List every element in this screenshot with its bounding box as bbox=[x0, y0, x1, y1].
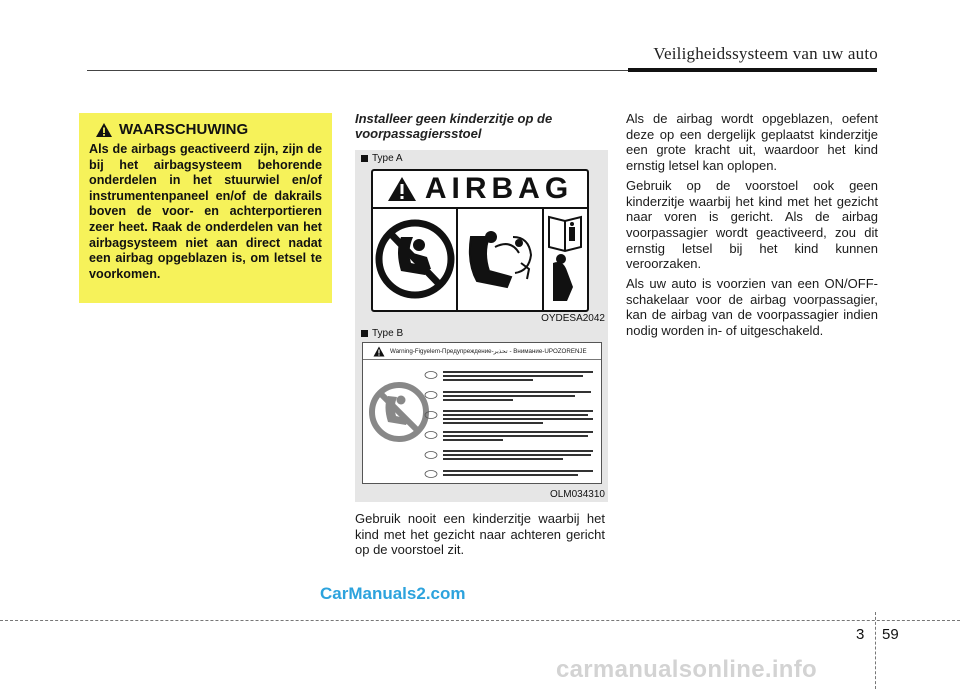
no-child-seat-icon bbox=[372, 385, 426, 439]
watermark-carmanuals2[interactable]: CarManuals2.com bbox=[320, 584, 466, 603]
airbag-deploy-icon bbox=[470, 231, 531, 287]
warning-triangle-icon bbox=[95, 122, 113, 138]
footer-divider bbox=[875, 612, 876, 689]
figure-a-code: OYDESA2042 bbox=[541, 313, 605, 324]
warning-box bbox=[79, 113, 332, 303]
bullet-square-icon bbox=[361, 155, 368, 162]
middle-paragraph: Gebruik nooit een kinderzitje waarbij het kind met het gezicht naar achteren gericht op de voorstoel zit. bbox=[355, 511, 605, 558]
multilingual-warning-label bbox=[362, 342, 602, 484]
chapter-number: 3 bbox=[856, 626, 865, 643]
figure-b-code: OLM034310 bbox=[549, 489, 605, 500]
watermark-carmanualsonline: carmanualsonline.info bbox=[556, 656, 818, 683]
label-b-header bbox=[363, 343, 601, 360]
figure-b-type-label: Type B bbox=[372, 328, 404, 339]
header-rule-accent bbox=[628, 68, 877, 72]
right-paragraph-1: Als de airbag wordt opgeblazen, oefent deze op een dergelijk geplaatst kinderzitje een grote kracht uit, waardoor het kind ernstig letsel kan oplopen. bbox=[626, 111, 878, 174]
right-paragraph-3: Als uw auto is voorzien van een ON/OFF-schakelaar voor de airbag voorpassagier, kan de airbag van de voorpassagier indien nodig worden in- of uitgeschakeld. bbox=[626, 276, 878, 339]
figure-b-type bbox=[361, 328, 403, 339]
figure-a-type bbox=[361, 153, 403, 164]
warning-triangle-icon bbox=[387, 176, 417, 202]
page-number: 59 bbox=[882, 626, 899, 643]
warning-header bbox=[95, 121, 322, 138]
language-rows bbox=[425, 371, 593, 478]
warning-triangle-icon bbox=[373, 346, 385, 357]
airbag-pictograms bbox=[373, 207, 587, 310]
no-child-seat-icon bbox=[379, 223, 451, 295]
owners-manual-icon bbox=[549, 217, 581, 301]
right-paragraph-2: Gebruik op de voorstoel ook geen kinderzitje waarbij het kind met het gezicht naar voren is gericht. Als de airbag voorpassagier wordt geactiveerd, zou dit ernstig letsel bij het kind kunnen veroorzaken. bbox=[626, 177, 878, 272]
warning-body: Als de airbags geactiveerd zijn, zijn de bij het airbagsysteem behorende onderdelen in het stuurwiel en/of instrumentenpaneel en/of de dakrails boven de voor- en achterportieren zeer heet. Raak de onderdelen van het airbagsysteem niet aan direct nadat een airbag opgeblazen is, om letsel te voorkomen. bbox=[89, 142, 322, 281]
airbag-warning-label bbox=[371, 169, 589, 312]
section-heading: Installeer geen kinderzitje op de voorpassagiersstoel bbox=[355, 111, 553, 141]
airbag-label-word: AIRBAG bbox=[424, 172, 574, 205]
right-column bbox=[626, 111, 878, 343]
footer-rule bbox=[0, 620, 960, 621]
label-b-header-text: Warning-Figyelem-Предупреждение-تحذير - Внимание-UPOZORENJE bbox=[390, 347, 587, 355]
figure-a-type-label: Type A bbox=[372, 153, 403, 164]
label-b-body bbox=[363, 360, 601, 483]
page-header-title: Veiligheidssysteem van uw auto bbox=[653, 44, 878, 63]
bullet-square-icon bbox=[361, 330, 368, 337]
airbag-label-top bbox=[373, 171, 587, 209]
warning-title: WAARSCHUWING bbox=[119, 121, 249, 138]
